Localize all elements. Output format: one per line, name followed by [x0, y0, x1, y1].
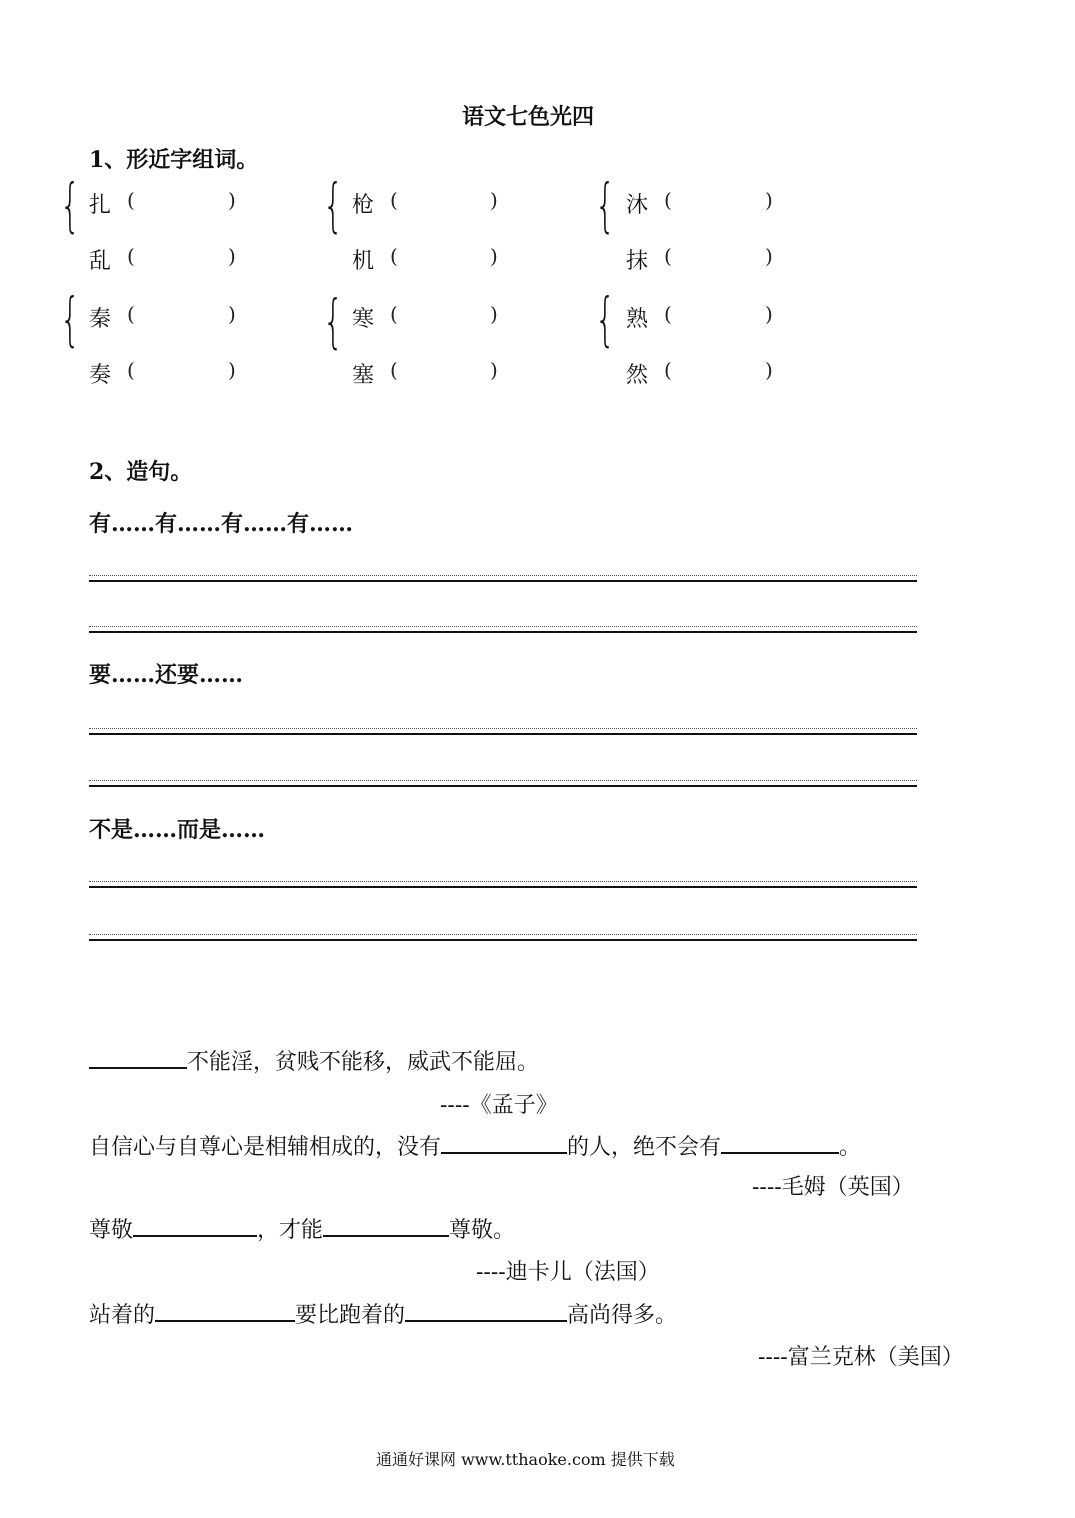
paren-close: ): [490, 302, 498, 326]
quote-2-part1: 自信心与自尊心是相辅相成的，没有: [89, 1135, 442, 1160]
quote-2-source: ----毛姆（英国）: [752, 1175, 914, 1200]
paren-close: ): [228, 302, 236, 326]
section2-heading: 2、造句。: [89, 459, 193, 485]
group-4-bottom-char: 奏: [89, 363, 112, 388]
quote-2-part2: 的人，绝不会有: [567, 1135, 722, 1160]
quote-3-source: ----迪卡儿（法国）: [476, 1260, 660, 1285]
writing-line[interactable]: [89, 631, 917, 633]
paren-open: (: [664, 358, 672, 382]
group-5-bottom-char: 塞: [352, 363, 375, 388]
writing-line-dotted: [89, 780, 917, 781]
group-6-bottom-char: 然: [626, 363, 649, 388]
paren-close: ): [765, 302, 773, 326]
paren-close: ): [228, 188, 236, 212]
paren-close: ): [490, 244, 498, 268]
quote-3: [89, 1213, 515, 1244]
writing-line-dotted: [89, 934, 917, 935]
group-2-top-char: 枪: [352, 193, 375, 218]
quote-2-part3: 。: [839, 1135, 862, 1160]
writing-line[interactable]: [89, 733, 917, 735]
quote-4: [89, 1298, 677, 1329]
quote-4-part3: 高尚得多。: [567, 1303, 678, 1328]
sentence-prompt-2: 要……还要……: [89, 662, 244, 688]
writing-line[interactable]: [89, 785, 917, 787]
writing-line[interactable]: [89, 580, 917, 582]
quote-4-source: ----富兰克林（美国）: [758, 1345, 964, 1370]
writing-line[interactable]: [89, 939, 917, 941]
writing-line[interactable]: [89, 886, 917, 888]
quote-3-part2: ，才能: [257, 1218, 324, 1243]
paren-close: ): [765, 358, 773, 382]
paren-close: ): [228, 358, 236, 382]
brace-icon: {: [595, 171, 616, 239]
group-3-bottom-char: 抹: [626, 249, 649, 274]
group-2-bottom-char: 机: [352, 249, 375, 274]
group-6-top-char: 熟: [626, 307, 649, 332]
paren-open: (: [127, 358, 135, 382]
brace-icon: {: [595, 285, 616, 353]
fill-blank[interactable]: [133, 1213, 257, 1237]
quote-1: [89, 1045, 539, 1076]
brace-icon: {: [60, 171, 81, 239]
page-title: 语文七色光四: [462, 104, 595, 130]
paren-close: ): [765, 188, 773, 212]
paren-open: (: [390, 358, 398, 382]
quote-4-part2: 要比跑着的: [295, 1303, 406, 1328]
fill-blank[interactable]: [405, 1298, 567, 1322]
group-4-top-char: 秦: [89, 307, 112, 332]
fill-blank[interactable]: [721, 1130, 839, 1154]
quote-3-part3: 尊敬。: [449, 1218, 516, 1243]
quote-2: [89, 1130, 861, 1161]
group-1-top-char: 扎: [89, 193, 112, 218]
footer-text: 通通好课网 www.tthaoke.com 提供下载: [376, 1450, 675, 1469]
sentence-prompt-1: 有……有……有……有……: [89, 511, 354, 537]
writing-line-dotted: [89, 728, 917, 729]
quote-3-part1: 尊敬: [89, 1218, 134, 1243]
section1-heading: 1、形近字组词。: [89, 147, 259, 173]
group-5-top-char: 寒: [352, 307, 375, 332]
sentence-prompt-3: 不是……而是……: [89, 817, 266, 843]
paren-open: (: [664, 188, 672, 212]
paren-open: (: [127, 244, 135, 268]
quote-4-part1: 站着的: [89, 1303, 156, 1328]
group-3-top-char: 沐: [626, 193, 649, 218]
group-1-bottom-char: 乱: [89, 249, 112, 274]
writing-line-dotted: [89, 881, 917, 882]
paren-open: (: [664, 302, 672, 326]
fill-blank[interactable]: [441, 1130, 567, 1154]
quote-1-source: ----《孟子》: [440, 1093, 558, 1118]
paren-open: (: [390, 188, 398, 212]
paren-open: (: [127, 302, 135, 326]
fill-blank[interactable]: [89, 1045, 187, 1069]
writing-line-dotted: [89, 575, 917, 576]
paren-close: ): [490, 188, 498, 212]
brace-icon: {: [323, 287, 344, 355]
writing-line-dotted: [89, 626, 917, 627]
paren-open: (: [127, 188, 135, 212]
fill-blank[interactable]: [155, 1298, 295, 1322]
fill-blank[interactable]: [323, 1213, 449, 1237]
brace-icon: {: [323, 171, 344, 239]
paren-close: ): [765, 244, 773, 268]
quote-1-text: 不能淫，贫贱不能移，威武不能屈。: [187, 1050, 540, 1075]
paren-open: (: [390, 302, 398, 326]
paren-open: (: [390, 244, 398, 268]
paren-open: (: [664, 244, 672, 268]
brace-icon: {: [60, 285, 81, 353]
paren-close: ): [228, 244, 236, 268]
paren-close: ): [490, 358, 498, 382]
